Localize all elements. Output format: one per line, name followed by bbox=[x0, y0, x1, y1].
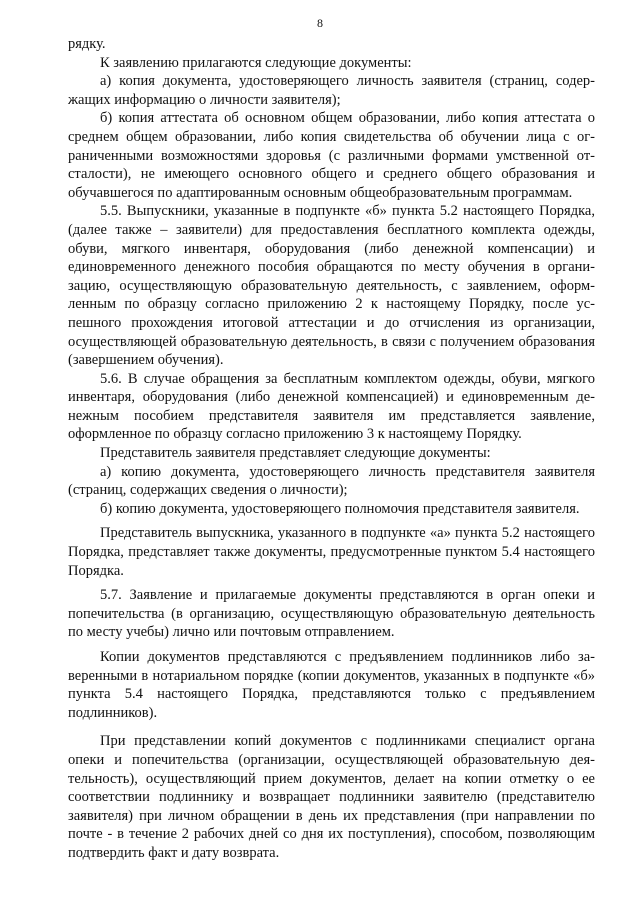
paragraph-continuation: рядку. bbox=[68, 36, 106, 52]
paragraph-graduate-representative: Представитель выпускника, указанного в подпункте «а» пункта 5.2 настоящего Порядка, представляет также документы, предусмотренные пунктом 5.4 настоящего Порядка. bbox=[68, 525, 595, 579]
paragraph-section-5-5: 5.5. Выпускники, указанные в подпункте «б» пункта 5.2 настоящего Порядка, (далее также – заявители) для предоставления бесплатного комплекта одежды, обуви, мягкого инвентаря, оборудования (либо денежной компенсации) и единовременного денежного пособия обращаются по месту обучения в организацию, осуществляющую образовательную деятельность, с заявлением, оформленным по образцу согласно приложению 2 к настоящему Порядку, после успешного прохождения итоговой аттестации и до отчисления из организации, осуществляющей образовательную деятельность, в связи с получением образования (завершением обучения). bbox=[68, 203, 595, 369]
document-body bbox=[68, 35, 595, 863]
paragraph-section-5-7: 5.7. Заявление и прилагаемые документы представляются в орган опеки и попечительства (в организацию, осуществляющую образовательную деятельность по месту учебы) лично или почтовым отправлением. bbox=[68, 587, 595, 641]
paragraph-attached-documents-intro: К заявлению прилагаются следующие документы: bbox=[100, 54, 412, 71]
paragraph-document-copies: Копии документов представляются с предъявлением подлинников либо заверенными в нотариальном порядке (копии документов, указанных в подпункте «б» пункта 5.4 настоящего Порядка, представляются только с предъявлением подлинников). bbox=[68, 649, 595, 721]
paragraph-representative-documents-intro: Представитель заявителя представляет следующие документы: bbox=[100, 445, 491, 462]
paragraph-representative-item-b: б) копию документа, удостоверяющего полномочия представителя заявителя. bbox=[100, 500, 580, 517]
paragraph-section-5-6: 5.6. В случае обращения за бесплатным комплектом одежды, обуви, мягкого инвентаря, оборудования (либо денежной компенсацией) и единовременным денежным пособием представителя заявителя им представляется заявление, оформленное по образцу согласно приложению 3 к настоящему Порядку. bbox=[68, 370, 595, 443]
paragraph-representative-item-a: а) копию документа, удостоверяющего личность представителя заявителя (страниц, содержащих сведения о личности); bbox=[68, 463, 595, 499]
paragraph-item-b-certificate-copy: б) копия аттестата об основном общем образовании, либо копия аттестата о среднем общем образовании, либо копия свидетельства об обучении лица с ограниченными возможностями здоровья (с различными формами умственной отсталости), не имеющего основного общего и среднего общего образования и обучавшегося по адаптированным основным общеобразовательным программам. bbox=[68, 110, 595, 201]
paragraph-copy-verification: При представлении копий документов с подлинниками специалист органа опеки и попечительства (организации, осуществляющей образовательную деятельность), осуществляющий прием документов, делает на копии отметку о ее соответствии подлиннику и возвращает подлинники заявителю (представителю заявителя) при личном обращении в день их представления (при направлении по почте - в течение 2 рабочих дней со дня их поступления), способом, позволяющим подтвердить факт и дату возврата. bbox=[68, 733, 595, 861]
paragraph-item-a-identity-copy: а) копия документа, удостоверяющего личность заявителя (страниц, содержащих информацию о личности заявителя); bbox=[68, 73, 595, 108]
page-number: 8 bbox=[317, 16, 323, 30]
